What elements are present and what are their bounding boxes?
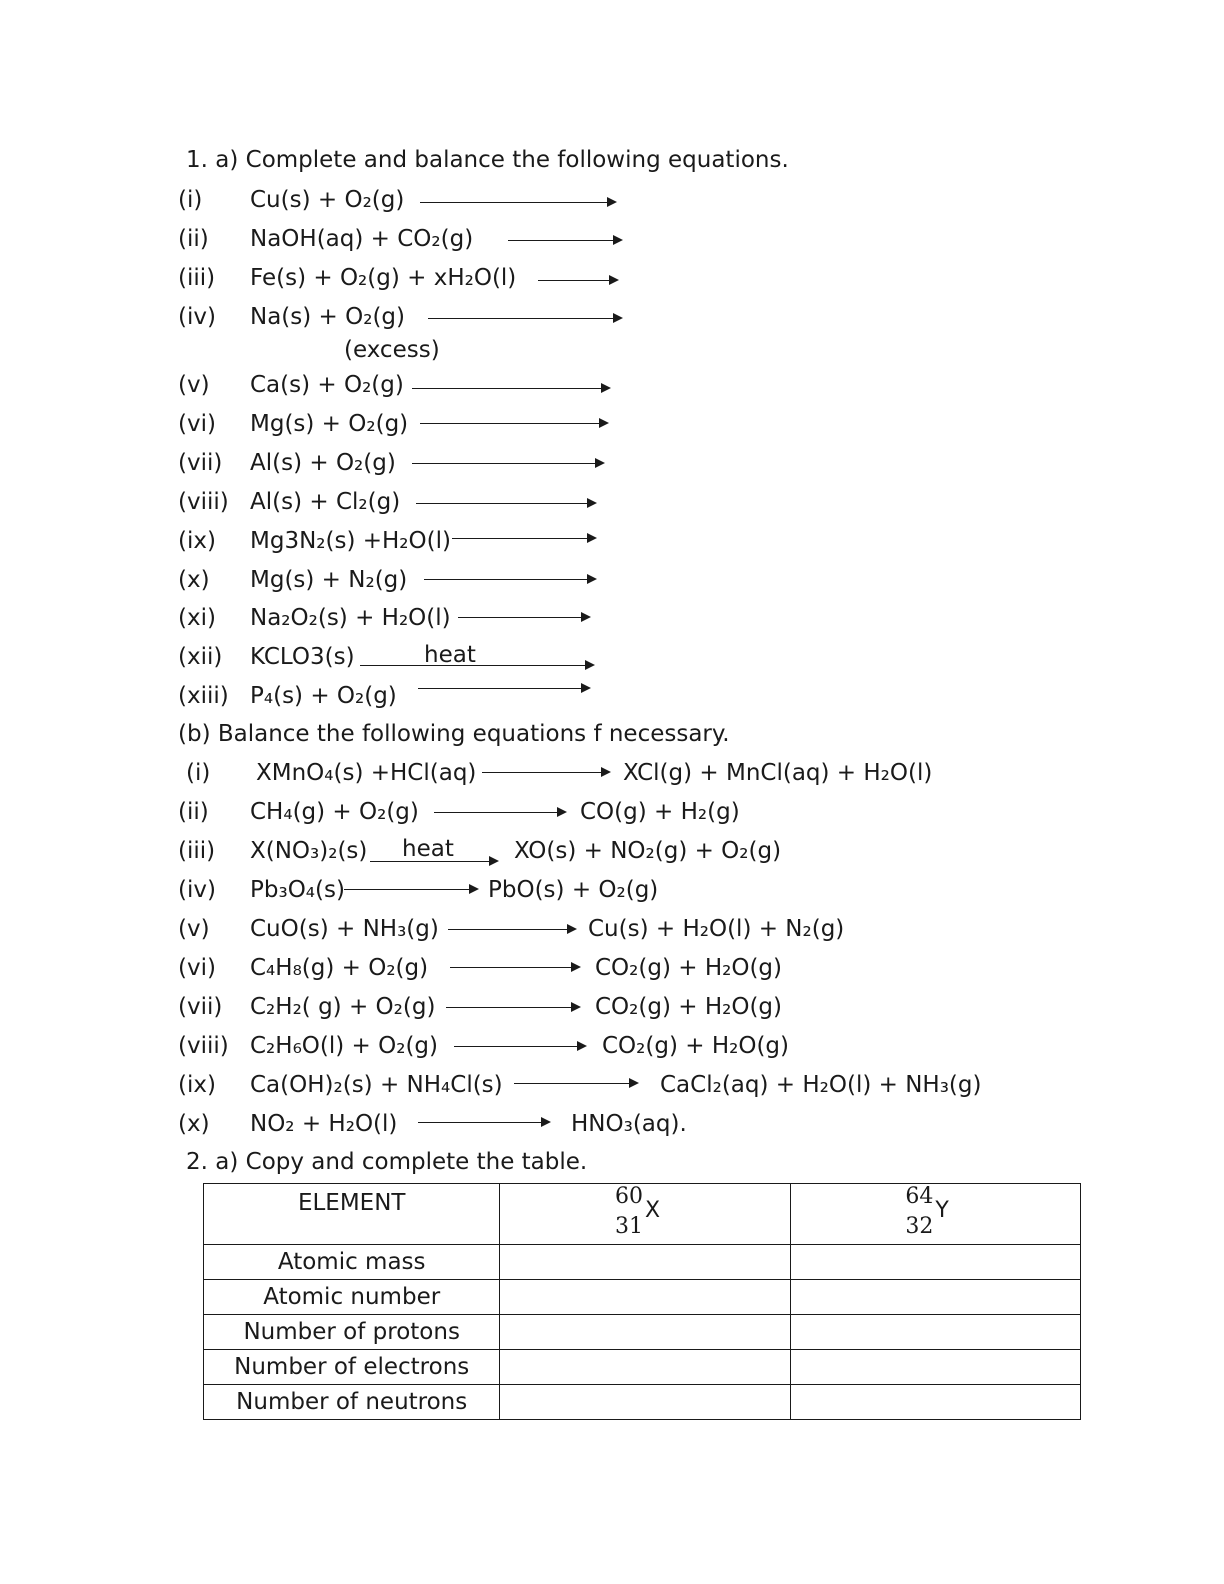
row-label: Number of neutrons bbox=[204, 1385, 500, 1420]
answer-cell-x bbox=[500, 1280, 790, 1315]
table-row bbox=[204, 1315, 1081, 1350]
q1b-item-reactants: Ca(OH)₂(s) + NH₄Cl(s) bbox=[250, 1072, 503, 1098]
answer-cell-y bbox=[790, 1245, 1080, 1280]
q1b-heading: (b) Balance the following equations f necessary. bbox=[178, 721, 730, 747]
row-label: Number of protons bbox=[204, 1315, 500, 1350]
q1-item-number: (iii) bbox=[178, 265, 216, 291]
q1-item-number: (xii) bbox=[178, 644, 223, 670]
q1b-item-number: (i) bbox=[186, 760, 211, 786]
answer-cell-x bbox=[500, 1315, 790, 1350]
q1-item-reactants: Mg(s) + O₂(g) bbox=[250, 411, 409, 437]
table-row bbox=[204, 1350, 1081, 1385]
header-nuclide-x-cell bbox=[500, 1184, 790, 1245]
q1b-item-products: CO₂(g) + H₂O(g) bbox=[595, 955, 782, 981]
nuclide-y-symbol: Y bbox=[935, 1198, 949, 1223]
reaction-arrow bbox=[452, 538, 594, 539]
q1-item-reactants: Fe(s) + O₂(g) + xH₂O(l) bbox=[250, 265, 517, 291]
reaction-arrow bbox=[482, 772, 608, 773]
nuclide-x bbox=[615, 1184, 675, 1238]
answer-cell-y bbox=[790, 1350, 1080, 1385]
q1-item-number: (ix) bbox=[178, 528, 216, 554]
reaction-condition: heat bbox=[424, 642, 476, 668]
answer-cell-y bbox=[790, 1385, 1080, 1420]
nuclide-y-mass: 64 bbox=[905, 1184, 934, 1209]
reaction-arrow bbox=[508, 240, 620, 241]
q1b-item-products: CO(g) + H₂(g) bbox=[580, 799, 740, 825]
q1-item-reactants: Na₂O₂(s) + H₂O(l) bbox=[250, 605, 451, 631]
table-header-row bbox=[204, 1184, 1081, 1245]
reaction-arrow bbox=[344, 889, 476, 890]
q1b-item-reactants: CuO(s) + NH₃(g) bbox=[250, 916, 439, 942]
q1b-item-reactants: CH₄(g) + O₂(g) bbox=[250, 799, 419, 825]
reaction-arrow bbox=[450, 967, 578, 968]
reaction-arrow bbox=[420, 202, 614, 203]
reaction-arrow bbox=[416, 503, 594, 504]
q1-item-number: (vi) bbox=[178, 411, 216, 437]
q1b-item-number: (ix) bbox=[178, 1072, 216, 1098]
q1b-item-number: (viii) bbox=[178, 1033, 229, 1059]
reaction-arrow bbox=[370, 861, 496, 862]
reaction-arrow bbox=[458, 617, 588, 618]
reaction-arrow bbox=[360, 665, 592, 666]
q1-heading: 1. a) Complete and balance the following equations. bbox=[186, 147, 789, 173]
element-table bbox=[203, 1183, 1081, 1420]
q1-item-reactants: NaOH(aq) + CO₂(g) bbox=[250, 226, 474, 252]
q1-item-number: (vii) bbox=[178, 450, 223, 476]
reaction-arrow bbox=[418, 688, 588, 689]
answer-cell-x bbox=[500, 1385, 790, 1420]
q1-item-number: (x) bbox=[178, 567, 210, 593]
q1b-item-products: PbO(s) + O₂(g) bbox=[488, 877, 659, 903]
q1-item-number: (viii) bbox=[178, 489, 229, 515]
q1-item-number: (i) bbox=[178, 187, 203, 213]
q1b-item-reactants: C₂H₆O(l) + O₂(g) bbox=[250, 1033, 438, 1059]
q1b-item-products: Cu(s) + H₂O(l) + N₂(g) bbox=[588, 916, 845, 942]
q1b-item-reactants: Pb₃O₄(s) bbox=[250, 877, 345, 903]
q1b-item-products: CaCl₂(aq) + H₂O(l) + NH₃(g) bbox=[660, 1072, 982, 1098]
q1b-item-products: XCl(g) + MnCl(aq) + H₂O(l) bbox=[623, 760, 933, 786]
q1-item-reactants: Al(s) + O₂(g) bbox=[250, 450, 396, 476]
q1b-item-number: (iii) bbox=[178, 838, 216, 864]
q1-item-reactants: KCLO3(s) bbox=[250, 644, 355, 670]
q1-item-number: (xiii) bbox=[178, 683, 229, 709]
q1-item-reactants: Na(s) + O₂(g) bbox=[250, 304, 405, 330]
reaction-arrow bbox=[428, 318, 620, 319]
q1b-item-number: (vii) bbox=[178, 994, 223, 1020]
nuclide-x-symbol: X bbox=[645, 1198, 661, 1223]
q1b-item-number: (x) bbox=[178, 1111, 210, 1137]
nuclide-x-number: 31 bbox=[615, 1214, 644, 1239]
q1b-item-reactants: C₄H₈(g) + O₂(g) bbox=[250, 955, 429, 981]
row-label: Number of electrons bbox=[204, 1350, 500, 1385]
q1b-item-products: CO₂(g) + H₂O(g) bbox=[602, 1033, 789, 1059]
q1b-item-number: (vi) bbox=[178, 955, 216, 981]
q1-item-reactants: Al(s) + Cl₂(g) bbox=[250, 489, 401, 515]
q1-item-reactants: Ca(s) + O₂(g) bbox=[250, 372, 404, 398]
reaction-arrow bbox=[514, 1083, 636, 1084]
reaction-arrow bbox=[424, 579, 594, 580]
reaction-arrow bbox=[420, 423, 606, 424]
q1-item-number: (xi) bbox=[178, 605, 216, 631]
q1b-item-products: CO₂(g) + H₂O(g) bbox=[595, 994, 782, 1020]
nuclide-y bbox=[905, 1184, 965, 1238]
reaction-arrow bbox=[448, 929, 574, 930]
table-row bbox=[204, 1280, 1081, 1315]
header-nuclide-y-cell bbox=[790, 1184, 1080, 1245]
q1-item-reactants: P₄(s) + O₂(g) bbox=[250, 683, 397, 709]
row-label: Atomic number bbox=[204, 1280, 500, 1315]
header-element-label: ELEMENT bbox=[297, 1190, 406, 1216]
q1b-item-reactants: C₂H₂( g) + O₂(g) bbox=[250, 994, 436, 1020]
q1-item-reactants: Cu(s) + O₂(g) bbox=[250, 187, 405, 213]
reaction-arrow bbox=[412, 463, 602, 464]
answer-cell-y bbox=[790, 1280, 1080, 1315]
q1-item-number: (v) bbox=[178, 372, 210, 398]
q1b-item-products: HNO₃(aq). bbox=[571, 1111, 687, 1137]
reaction-arrow bbox=[418, 1122, 548, 1123]
answer-cell-x bbox=[500, 1350, 790, 1385]
table-row bbox=[204, 1245, 1081, 1280]
nuclide-x-mass: 60 bbox=[615, 1184, 644, 1209]
answer-cell-y bbox=[790, 1315, 1080, 1350]
q1-item-reactants: Mg3N₂(s) +H₂O(l) bbox=[250, 528, 451, 554]
q1b-item-reactants: XMnO₄(s) +HCl(aq) bbox=[256, 760, 477, 786]
reaction-arrow bbox=[454, 1046, 584, 1047]
q1b-item-reactants: NO₂ + H₂O(l) bbox=[250, 1111, 398, 1137]
reaction-arrow bbox=[412, 388, 608, 389]
table-row bbox=[204, 1385, 1081, 1420]
q1-item-number: (ii) bbox=[178, 226, 209, 252]
nuclide-y-number: 32 bbox=[905, 1214, 934, 1239]
reaction-arrow bbox=[538, 280, 616, 281]
q1b-item-number: (ii) bbox=[178, 799, 209, 825]
q1b-item-products: XO(s) + NO₂(g) + O₂(g) bbox=[514, 838, 782, 864]
q1-item-reactants: Mg(s) + N₂(g) bbox=[250, 567, 408, 593]
answer-cell-x bbox=[500, 1245, 790, 1280]
reaction-condition: heat bbox=[402, 836, 454, 862]
q1b-item-number: (v) bbox=[178, 916, 210, 942]
q2-heading: 2. a) Copy and complete the table. bbox=[186, 1149, 588, 1175]
reaction-arrow bbox=[434, 812, 564, 813]
q1b-item-number: (iv) bbox=[178, 877, 216, 903]
q1-item-number: (iv) bbox=[178, 304, 216, 330]
q1-item-note: (excess) bbox=[344, 337, 440, 363]
reaction-arrow bbox=[446, 1007, 578, 1008]
q1b-item-reactants: X(NO₃)₂(s) bbox=[250, 838, 368, 864]
row-label: Atomic mass bbox=[204, 1245, 500, 1280]
header-element-cell bbox=[204, 1184, 500, 1245]
